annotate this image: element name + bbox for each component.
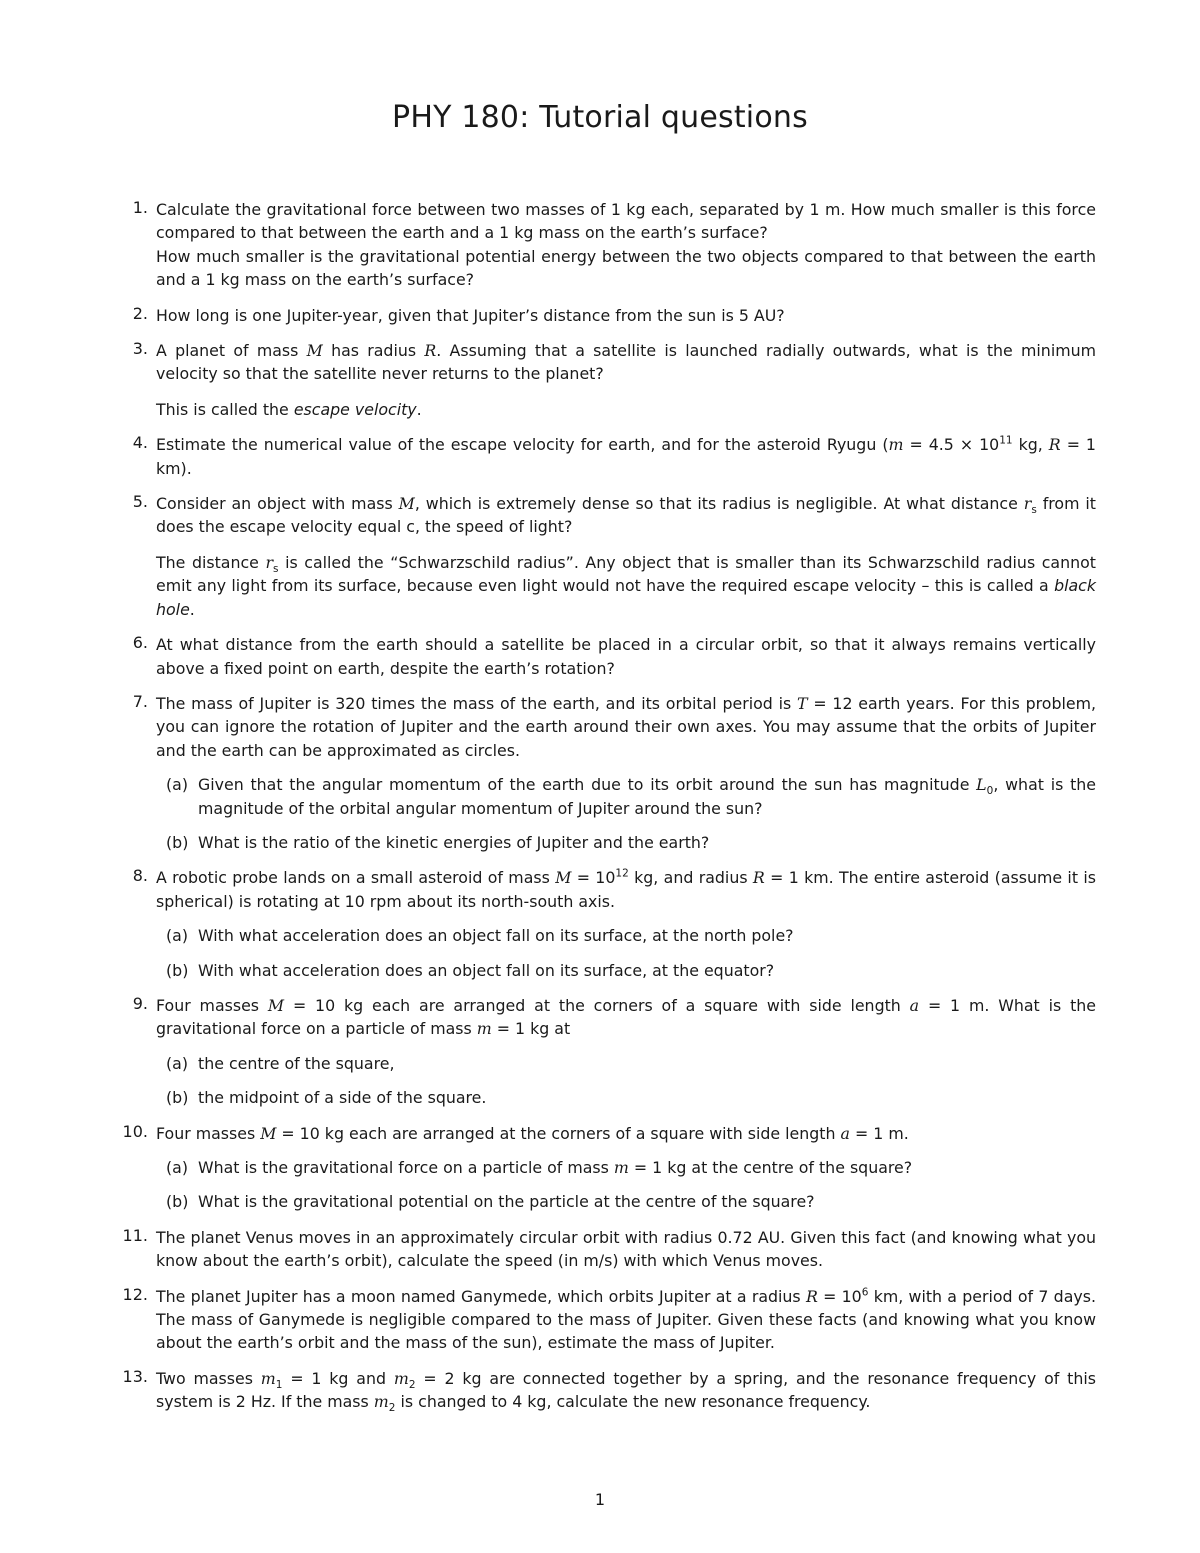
subquestion-label: (b) xyxy=(166,1192,189,1212)
text-run: = 10 xyxy=(571,868,616,888)
text-run: . xyxy=(416,399,422,419)
question-11 xyxy=(106,1226,1096,1273)
math-symbol: r xyxy=(265,552,274,572)
question-number: 6. xyxy=(132,633,148,653)
emphasis: black hole xyxy=(156,576,1096,619)
question-10 xyxy=(106,1122,1096,1214)
text-run: The distance xyxy=(156,552,266,572)
text-run: . xyxy=(189,599,195,619)
text-run: is called the “Schwarzschild radius”. Any object that is smaller than its Schwarzschild radius cannot emit any light from its surface, because even light would not have the required escape velocity – this is called a xyxy=(156,552,1096,596)
math-symbol: R xyxy=(424,341,437,361)
question-number: 8. xyxy=(132,866,148,886)
question-number: 1. xyxy=(132,198,148,217)
text-run: = 10 xyxy=(817,1286,862,1306)
question-8 xyxy=(106,866,1096,982)
question-number: 10. xyxy=(122,1121,148,1141)
math-symbol: m xyxy=(260,1368,276,1388)
question-text: How much smaller is the gravitational potential energy between the two objects compared to that between the earth and a 1 kg mass on the earth’s surface? xyxy=(156,246,1096,290)
question-number: 5. xyxy=(132,492,148,512)
subquestion-label: (b) xyxy=(166,1088,189,1108)
subquestion-b xyxy=(156,831,1096,854)
text-run: = 10 kg each are arranged at the corners of a square with side length xyxy=(284,995,910,1015)
math-symbol: m xyxy=(476,1019,492,1039)
subquestion-b xyxy=(156,1190,1096,1213)
text-run: kg, and radius xyxy=(628,868,753,888)
question-number: 13. xyxy=(122,1366,148,1386)
text-run: has radius xyxy=(322,341,425,361)
text-run: This is called the xyxy=(156,399,294,419)
question-list xyxy=(106,198,1096,1426)
question-13 xyxy=(106,1367,1096,1414)
text-run: = 2 kg are connected together by a spring, and the resonance frequency of this system is 2 Hz. If the mass xyxy=(156,1368,1097,1412)
question-text xyxy=(156,1285,1096,1355)
text-run: Consider an object with mass xyxy=(156,494,399,514)
math-symbol: T xyxy=(797,693,808,713)
subquestion-b xyxy=(156,1086,1096,1109)
question-text: The planet Venus moves in an approximately circular orbit with radius 0.72 AU. Given this fact (and knowing what you know about the earth’s orbit), calculate the speed (in m/s) with which Venus moves. xyxy=(156,1227,1096,1271)
text-run: = 10 kg each are arranged at the corners of a square with side length xyxy=(276,1123,841,1143)
subquestion-label: (a) xyxy=(166,1053,189,1073)
question-5 xyxy=(106,492,1096,621)
math-symbol: M xyxy=(260,1123,277,1143)
question-9 xyxy=(106,994,1096,1110)
text-run: . Assuming that a satellite is launched radially outwards, what is the minimum velocity so that the satellite never returns to the planet? xyxy=(156,341,1096,384)
question-number: 11. xyxy=(122,1225,148,1245)
subscript: 2 xyxy=(408,1379,416,1391)
text-run: Given that the angular momentum of the earth due to its orbit around the sun has magnitude xyxy=(198,775,977,795)
question-number: 9. xyxy=(132,993,148,1013)
question-2 xyxy=(106,304,1096,327)
question-3 xyxy=(106,339,1096,421)
text-run: What is the gravitational potential on the particle at the centre of the square? xyxy=(198,1192,815,1212)
text-run: The planet Jupiter has a moon named Ganymede, which orbits Jupiter at a radius xyxy=(156,1286,806,1306)
subquestion-label: (b) xyxy=(166,832,189,852)
math-symbol: m xyxy=(888,435,904,455)
exponent: 12 xyxy=(615,868,629,881)
question-text xyxy=(156,1367,1096,1414)
question-text xyxy=(156,1122,1096,1145)
text-run: = 1 km). xyxy=(156,435,1096,478)
question-4 xyxy=(106,433,1096,480)
text-run: kg, xyxy=(1012,435,1049,455)
math-symbol: M xyxy=(306,341,323,361)
math-symbol: M xyxy=(555,868,572,888)
page-title: PHY 180: Tutorial questions xyxy=(392,100,808,135)
text-run: With what acceleration does an object fall on its surface, at the equator? xyxy=(198,960,775,980)
math-symbol: r xyxy=(1023,494,1032,514)
subscript: s xyxy=(273,563,279,576)
math-symbol: L xyxy=(976,775,987,795)
text-run: = 1 kg and xyxy=(282,1368,394,1388)
question-6 xyxy=(106,633,1096,680)
subscript: 2 xyxy=(388,1402,396,1415)
page-number: 1 xyxy=(594,1490,606,1509)
subquestion-label: (a) xyxy=(166,1158,189,1177)
text-run: A robotic probe lands on a small asteroid of mass xyxy=(156,868,556,888)
question-number: 2. xyxy=(132,303,148,323)
subscript: 1 xyxy=(275,1379,283,1391)
subscript: 0 xyxy=(986,785,994,798)
subquestion-label: (b) xyxy=(166,960,189,980)
math-symbol: m xyxy=(613,1158,629,1177)
text-run: Estimate the numerical value of the escape velocity for earth, and for the asteroid Ryugu ( xyxy=(156,435,889,455)
subscript: s xyxy=(1031,504,1037,517)
text-run: Two masses xyxy=(156,1368,261,1388)
text-run: = 1 km. The entire asteroid (assume it is spherical) is rotating at 10 rpm about its north-south axis. xyxy=(156,868,1096,911)
question-text xyxy=(156,339,1096,386)
text-run: With what acceleration does an object fall on its surface, at the north pole? xyxy=(198,926,794,946)
exponent: 6 xyxy=(861,1286,869,1299)
text-run: = 1 kg at the centre of the square? xyxy=(628,1158,913,1177)
subquestion-a xyxy=(156,1052,1096,1075)
text-run: = 1 m. xyxy=(849,1123,909,1143)
text-run: = 1 m. What is the gravitational force on a particle of mass xyxy=(156,995,1097,1039)
subquestion-a xyxy=(156,1156,1096,1179)
text-run: from it does the escape velocity equal c, the speed of light? xyxy=(156,494,1097,537)
question-text: At what distance from the earth should a satellite be placed in a circular orbit, so that it always remains vertically above a fixed point on earth, despite the earth’s rotation? xyxy=(156,635,1096,678)
question-note xyxy=(156,551,1096,621)
question-text xyxy=(156,994,1096,1041)
text-run: = 4.5 × 10 xyxy=(903,435,1000,455)
question-12 xyxy=(106,1285,1096,1355)
subquestion-a xyxy=(156,773,1096,820)
math-symbol: m xyxy=(373,1392,389,1412)
math-symbol: R xyxy=(1048,435,1061,455)
text-run: , what is the magnitude of the orbital angular momentum of Jupiter around the sun? xyxy=(198,775,1096,818)
question-note xyxy=(156,398,1096,421)
question-text xyxy=(156,492,1096,539)
math-symbol: a xyxy=(840,1123,850,1143)
math-symbol: a xyxy=(909,995,920,1015)
text-run: What is the gravitational force on a particle of mass xyxy=(198,1158,614,1177)
question-number: 4. xyxy=(132,433,148,453)
subquestion-label: (a) xyxy=(166,926,189,946)
question-number: 7. xyxy=(132,691,148,711)
question-1 xyxy=(106,198,1096,292)
question-text xyxy=(156,692,1096,762)
text-run: = 1 kg at xyxy=(491,1019,571,1039)
question-text xyxy=(156,433,1096,480)
question-text: How long is one Jupiter-year, given that Jupiter’s distance from the sun is 5 AU? xyxy=(156,305,785,325)
exponent: 11 xyxy=(999,434,1013,447)
text-run: A planet of mass xyxy=(156,341,307,361)
math-symbol: M xyxy=(267,995,285,1015)
question-text xyxy=(156,866,1096,913)
question-number: 12. xyxy=(122,1284,148,1304)
text-run: What is the ratio of the kinetic energies of Jupiter and the earth? xyxy=(198,832,710,852)
question-text: Calculate the gravitational force between two masses of 1 kg each, separated by 1 m. How much smaller is this force compared to that between the earth and a 1 kg mass on the earth’s surface? xyxy=(156,200,1096,243)
subquestion-b xyxy=(156,959,1096,982)
text-run: km, with a period of 7 days. The mass of Ganymede is negligible compared to the mass of Jupiter. Given these facts (and knowing what you know about the earth’s orbit and the mass of the sun), estimate the mass of Jupiter. xyxy=(156,1286,1096,1353)
math-symbol: M xyxy=(398,494,415,514)
subquestion-label: (a) xyxy=(166,775,189,795)
question-7 xyxy=(106,692,1096,854)
question-number: 3. xyxy=(132,339,148,359)
subquestion-a xyxy=(156,924,1096,947)
math-symbol: R xyxy=(752,868,765,888)
math-symbol: R xyxy=(805,1286,818,1306)
text-run: Four masses xyxy=(156,995,268,1015)
text-run: The mass of Jupiter is 320 times the mass of the earth, and its orbital period is xyxy=(156,693,797,713)
emphasis: escape velocity xyxy=(293,399,417,419)
text-run: the centre of the square, xyxy=(198,1053,395,1073)
text-run: the midpoint of a side of the square. xyxy=(198,1088,487,1108)
math-symbol: m xyxy=(393,1368,409,1388)
text-run: = 12 earth years. For this problem, you can ignore the rotation of Jupiter and the earth around their own axes. You may assume that the orbits of Jupiter and the earth can be approximated as circles. xyxy=(156,693,1096,760)
text-run: Four masses xyxy=(156,1123,261,1143)
text-run: , which is extremely dense so that its radius is negligible. At what distance xyxy=(414,494,1024,514)
text-run: is changed to 4 kg, calculate the new resonance frequency. xyxy=(395,1392,871,1412)
